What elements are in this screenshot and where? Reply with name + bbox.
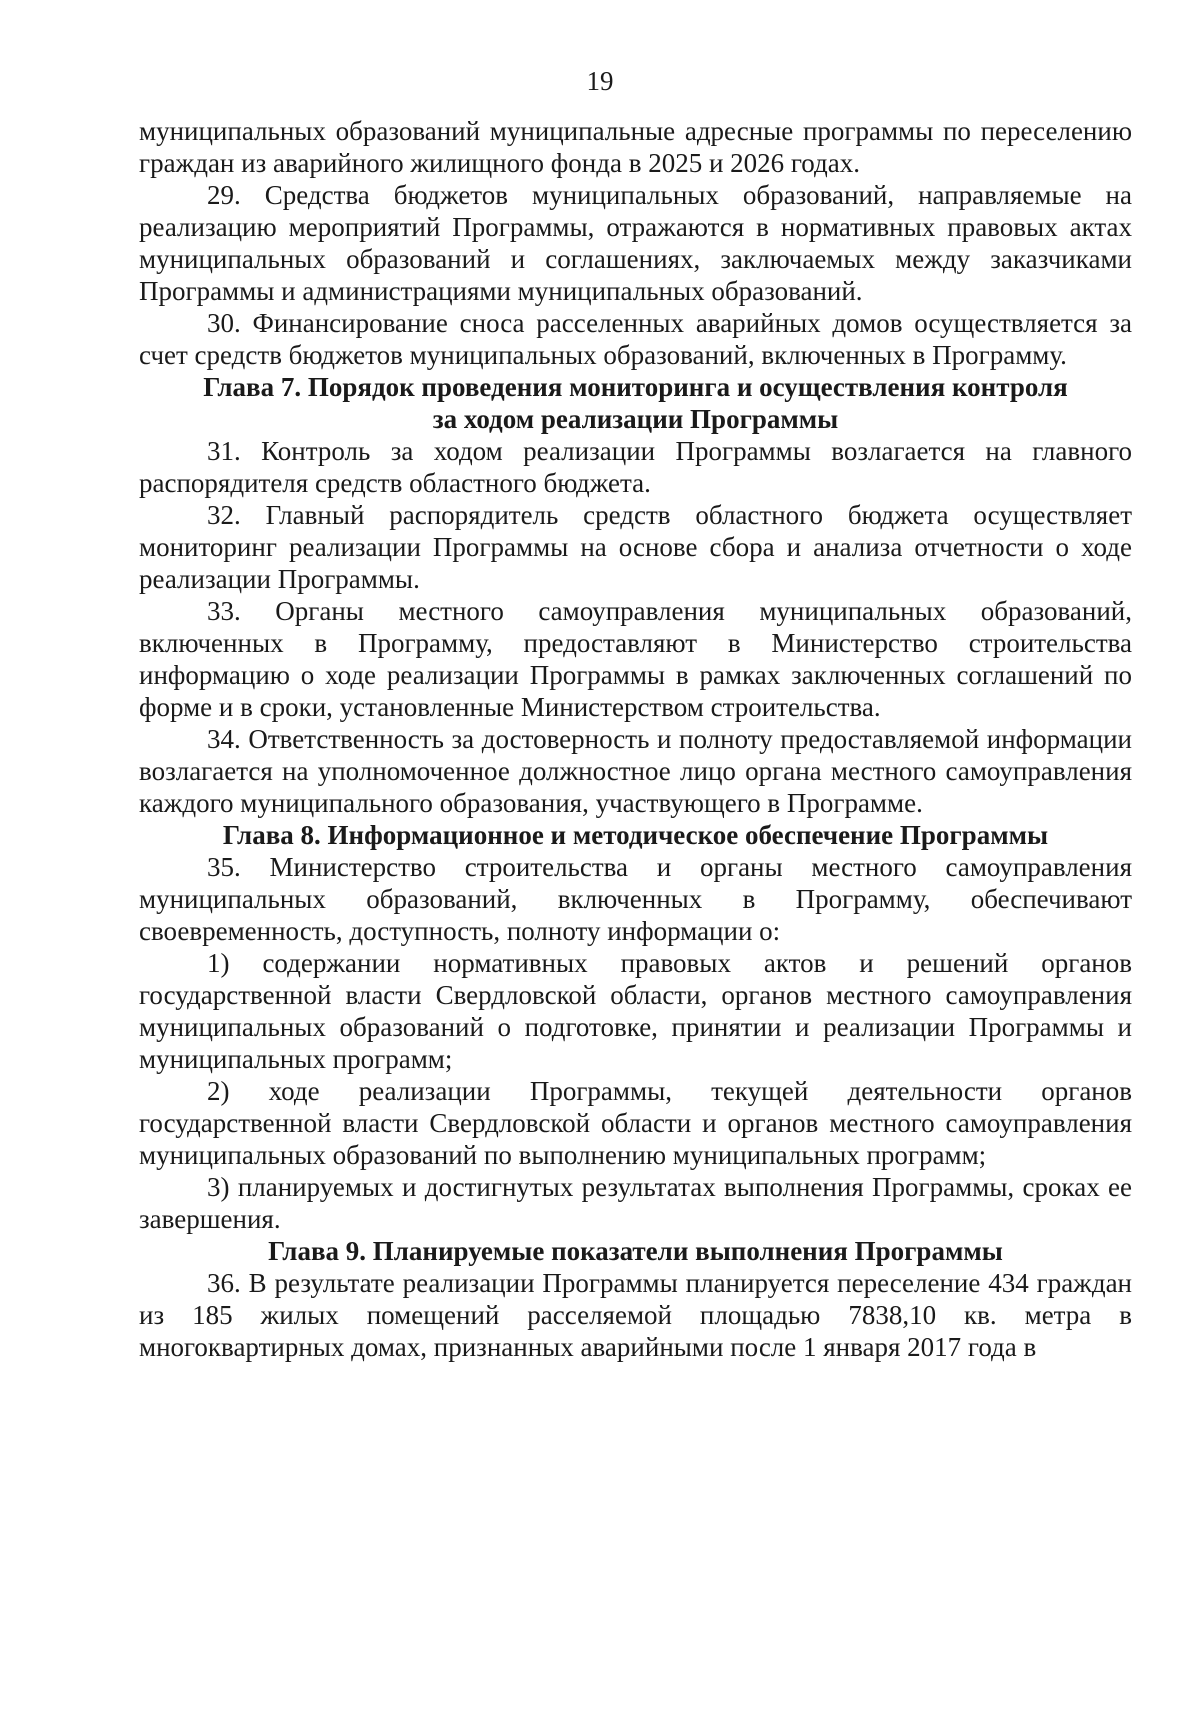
chapter-8-heading: Глава 8. Информационное и методическое обеспечение Программы xyxy=(222,820,1049,850)
paragraph-continuation: муниципальных образований муниципальные адресные программы по переселению граждан из аварийного жилищного фонда в 2025 и 2026 годах. xyxy=(139,116,1132,178)
paragraph-35-item-3: 3) планируемых и достигнутых результатах выполнения Программы, сроках ее завершения. xyxy=(139,1172,1132,1234)
paragraph-31: 31. Контроль за ходом реализации Программы возлагается на главного распорядителя средств областного бюджета. xyxy=(139,436,1132,498)
paragraph-35-item-1: 1) содержании нормативных правовых актов и решений органов государственной власти Свердловской области, органов местного самоуправления муниципальных образований о подготовке, принятии и реализации Программы и муниципальных программ; xyxy=(139,948,1132,1074)
paragraph-30: 30. Финансирование сноса расселенных аварийных домов осуществляется за счет средств бюджетов муниципальных образований, включенных в Программу. xyxy=(139,308,1132,370)
page-number: 19 xyxy=(586,66,614,96)
chapter-7-heading xyxy=(139,371,1132,435)
chapter-7-title-line-1: Глава 7. Порядок проведения мониторинга и осуществления контроля xyxy=(203,372,1068,402)
paragraph-36: 36. В результате реализации Программы планируется переселение 434 граждан из 185 жилых помещений расселяемой площадью 7838,10 кв. метра в многоквартирных домах, признанных аварийными после 1 января 2017 года в xyxy=(139,1268,1132,1362)
chapter-9-heading: Глава 9. Планируемые показатели выполнения Программы xyxy=(268,1236,1003,1266)
paragraph-35-item-2: 2) ходе реализации Программы, текущей деятельности органов государственной власти Свердловской области и органов местного самоуправления муниципальных образований по выполнению муниципальных программ; xyxy=(139,1076,1132,1170)
paragraph-33: 33. Органы местного самоуправления муниципальных образований, включенных в Программу, предоставляют в Министерство строительства информацию о ходе реализации Программы в рамках заключенных соглашений по форме и в сроки, установленные Министерством строительства. xyxy=(139,596,1132,722)
paragraph-35: 35. Министерство строительства и органы местного самоуправления муниципальных образований, включенных в Программу, обеспечивают своевременность, доступность, полноту информации о: xyxy=(139,852,1132,946)
chapter-7-title-line-2: за ходом реализации Программы xyxy=(432,404,839,434)
paragraph-34: 34. Ответственность за достоверность и полноту предоставляемой информации возлагается на уполномоченное должностное лицо органа местного самоуправления каждого муниципального образования, участвующего в Программе. xyxy=(139,724,1132,818)
paragraph-29: 29. Средства бюджетов муниципальных образований, направляемые на реализацию мероприятий Программы, отражаются в нормативных правовых актах муниципальных образований и соглашениях, заключаемых между заказчиками Программы и администрациями муниципальных образований. xyxy=(139,180,1132,306)
paragraph-32: 32. Главный распорядитель средств областного бюджета осуществляет мониторинг реализации Программы на основе сбора и анализа отчетности о ходе реализации Программы. xyxy=(139,500,1132,594)
document-body xyxy=(139,115,1132,1363)
